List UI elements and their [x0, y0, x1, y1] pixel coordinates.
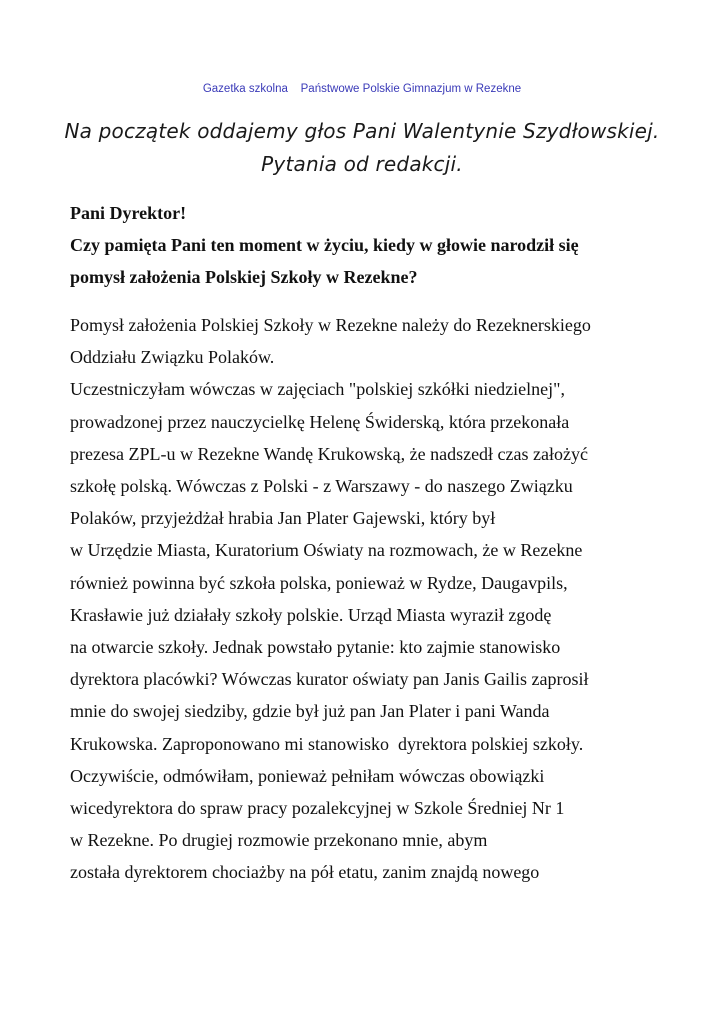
answer-line: Oczywiście, odmówiłam, ponieważ pełniłam wówczas obowiązki: [70, 765, 545, 786]
headline-line: Pytania od redakcji.: [261, 152, 463, 176]
question-line: Pani Dyrektor!: [70, 203, 187, 223]
answer-line: w Urzędzie Miasta, Kuratorium Oświaty na rozmowach, że w Rezekne: [70, 540, 583, 561]
answer-line: została dyrektorem chociażby na pół etatu, zanim znajdą nowego: [70, 862, 540, 883]
answer-line: Polaków, przyjeżdżał hrabia Jan Plater Gajewski, który był: [70, 508, 496, 529]
answer-line: w Rezekne. Po drugiej rozmowie przekonano mnie, abym: [70, 830, 488, 851]
newsletter-header: Gazetka szkolna Państwowe Polskie Gimnazjum w Rezekne: [202, 83, 522, 95]
answer-line: Oddziału Związku Polaków.: [70, 347, 275, 368]
article-headline: [30, 115, 694, 181]
answer-line: wicedyrektora do spraw pracy pozalekcyjnej w Szkole Średniej Nr 1: [70, 798, 565, 819]
answer-line: szkołę polską. Wówczas z Polski - z Warszawy - do naszego Związku: [70, 476, 573, 497]
answer-line: mnie do swojej siedziby, gdzie był już pan Jan Plater i pani Wanda: [70, 701, 550, 722]
answer-line: Uczestniczyłam wówczas w zajęciach "polskiej szkółki niedzielnej",: [70, 379, 565, 400]
answer-line: również powinna być szkoła polska, ponieważ w Rydze, Daugavpils,: [70, 572, 568, 593]
answer-line: prezesa ZPL-u w Rezekne Wandę Krukowską, że nadszedł czas założyć: [70, 443, 588, 464]
question-line: Czy pamięta Pani ten moment w życiu, kiedy w głowie narodził się: [70, 235, 579, 255]
answer-line: na otwarcie szkoły. Jednak powstało pytanie: kto zajmie stanowisko: [70, 637, 561, 658]
interview-answer: [70, 309, 710, 889]
headline-line: Na początek oddajemy głos Pani Walentynie Szydłowskiej.: [64, 119, 660, 143]
question-line: pomysł założenia Polskiej Szkoły w Rezekne?: [70, 267, 418, 287]
answer-line: Krukowska. Zaproponowano mi stanowisko dyrektora polskiej szkoły.: [70, 733, 584, 754]
answer-line: Pomysł założenia Polskiej Szkoły w Rezekne należy do Rezeknerskiego: [70, 315, 591, 335]
answer-line: Krasławie już działały szkoły polskie. Urząd Miasta wyraził zgodę: [70, 604, 552, 625]
answer-line: dyrektora placówki? Wówczas kurator oświaty pan Janis Gailis zaprosił: [70, 669, 589, 690]
answer-line: prowadzonej przez nauczycielkę Helenę Świderską, która przekonała: [70, 411, 570, 432]
interview-question: [70, 197, 710, 293]
